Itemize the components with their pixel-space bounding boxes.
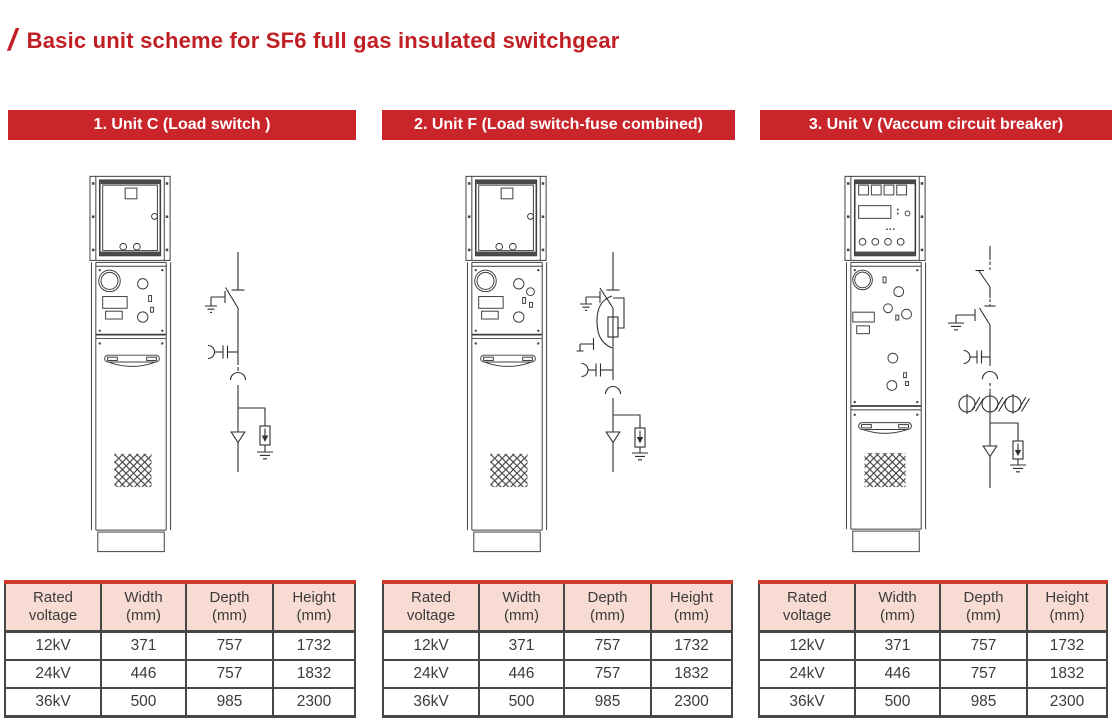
cell-width: 371 (479, 632, 564, 661)
header-line: voltage (406, 606, 456, 624)
th-width (101, 582, 186, 632)
table-row (5, 660, 355, 688)
cell-voltage: 36kV (5, 688, 101, 717)
cell-height: 1832 (1027, 660, 1107, 688)
unit-f-figure (382, 144, 738, 576)
cell-width: 500 (855, 688, 940, 717)
table-row (383, 632, 732, 661)
cell-width: 500 (479, 688, 564, 717)
cell-width: 371 (855, 632, 940, 661)
cell-voltage: 36kV (759, 688, 855, 717)
header-line: (mm) (590, 606, 625, 624)
cell-width: 446 (855, 660, 940, 688)
unit-v-figure (758, 144, 1114, 576)
cell-depth: 757 (186, 632, 273, 661)
cell-width: 371 (101, 632, 186, 661)
unit-c-header: 1. Unit C (Load switch ) (8, 110, 356, 140)
header-line: (mm) (1049, 606, 1085, 624)
cell-height: 1832 (273, 660, 355, 688)
header-line: (mm) (966, 606, 1001, 624)
header-line: Height (669, 589, 714, 606)
cell-voltage: 24kV (383, 660, 479, 688)
cell-width: 446 (479, 660, 564, 688)
th-depth (940, 582, 1027, 632)
cell-voltage: 12kV (759, 632, 855, 661)
header-line: (mm) (880, 606, 915, 624)
table-header-row (5, 582, 355, 632)
cell-voltage: 24kV (5, 660, 101, 688)
header-line: voltage (28, 606, 78, 624)
th-height (273, 582, 355, 632)
header-line: Rated (786, 589, 828, 606)
cell-height: 2300 (1049, 693, 1085, 711)
table-row (759, 688, 1107, 717)
header-line: voltage (782, 606, 832, 624)
header-line: Width (124, 589, 163, 606)
table-header-row (759, 582, 1107, 632)
cabinet-illustration-unit-f (465, 168, 551, 558)
cell-height: 2300 (674, 693, 709, 711)
th-height (1027, 582, 1107, 632)
cell-voltage: 36kV (383, 688, 479, 717)
table-row (759, 660, 1107, 688)
table-row (383, 688, 732, 717)
th-width (855, 582, 940, 632)
th-rated-voltage (759, 582, 855, 632)
cell-voltage: 12kV (5, 632, 101, 661)
cell-height: 1732 (651, 632, 732, 661)
page-title: Basic unit scheme for SF6 full gas insulated switchgear (26, 28, 620, 53)
unit-c-dimensions-table (4, 580, 356, 718)
table-row (383, 660, 732, 688)
cell-depth: 985 (940, 688, 1027, 717)
header-line: Height (292, 589, 336, 606)
cell-width: 446 (101, 660, 186, 688)
unit-v-header: 3. Unit V (Vaccum circuit breaker) (760, 110, 1112, 140)
unit-v-section (758, 108, 1114, 721)
header-line: Depth (963, 589, 1004, 606)
unit-c-figure (4, 144, 360, 576)
th-width (479, 582, 564, 632)
th-depth (186, 582, 273, 632)
cabinet-illustration-unit-v (844, 168, 930, 558)
header-line: Width (502, 589, 541, 606)
cell-width: 500 (101, 688, 186, 717)
cell-depth: 985 (564, 688, 651, 717)
unit-f-dimensions-table (382, 580, 733, 718)
title-slash-icon: / (8, 22, 17, 57)
cell-depth: 757 (186, 660, 273, 688)
header-line: (mm) (212, 606, 247, 624)
unit-f-header: 2. Unit F (Load switch-fuse combined) (382, 110, 735, 140)
cabinet-illustration-unit-c (89, 168, 175, 558)
th-rated-voltage (5, 582, 101, 632)
circuit-diagram-unit-f (560, 240, 660, 475)
cell-voltage: 12kV (383, 632, 479, 661)
header-line: Rated (410, 589, 452, 606)
header-line: (mm) (296, 606, 332, 624)
header-line: (mm) (504, 606, 539, 624)
table-header-row (383, 582, 732, 632)
cell-height: 1732 (1027, 632, 1107, 661)
cell-depth: 757 (564, 632, 651, 661)
header-line: Height (1045, 589, 1089, 606)
table-row (5, 632, 355, 661)
table-row (759, 632, 1107, 661)
cell-depth: 985 (186, 688, 273, 717)
table-row (5, 688, 355, 717)
page-title-row (8, 24, 620, 55)
th-rated-voltage (383, 582, 479, 632)
cell-height: 1732 (273, 632, 355, 661)
th-height (651, 582, 732, 632)
unit-c-section (4, 108, 360, 721)
header-line: Rated (32, 589, 74, 606)
cell-voltage: 24kV (759, 660, 855, 688)
header-line: (mm) (674, 606, 709, 624)
unit-v-dimensions-table (758, 580, 1108, 718)
header-line: (mm) (126, 606, 161, 624)
cell-depth: 757 (940, 660, 1027, 688)
cell-depth: 757 (564, 660, 651, 688)
cell-height: 1832 (651, 660, 732, 688)
cell-height: 2300 (296, 693, 332, 711)
header-line: Depth (587, 589, 628, 606)
unit-f-section (382, 108, 738, 721)
cell-depth: 757 (940, 632, 1027, 661)
th-depth (564, 582, 651, 632)
circuit-diagram-unit-c (195, 240, 285, 475)
header-line: Depth (209, 589, 250, 606)
header-line: Width (878, 589, 917, 606)
circuit-diagram-unit-v (930, 240, 1035, 492)
